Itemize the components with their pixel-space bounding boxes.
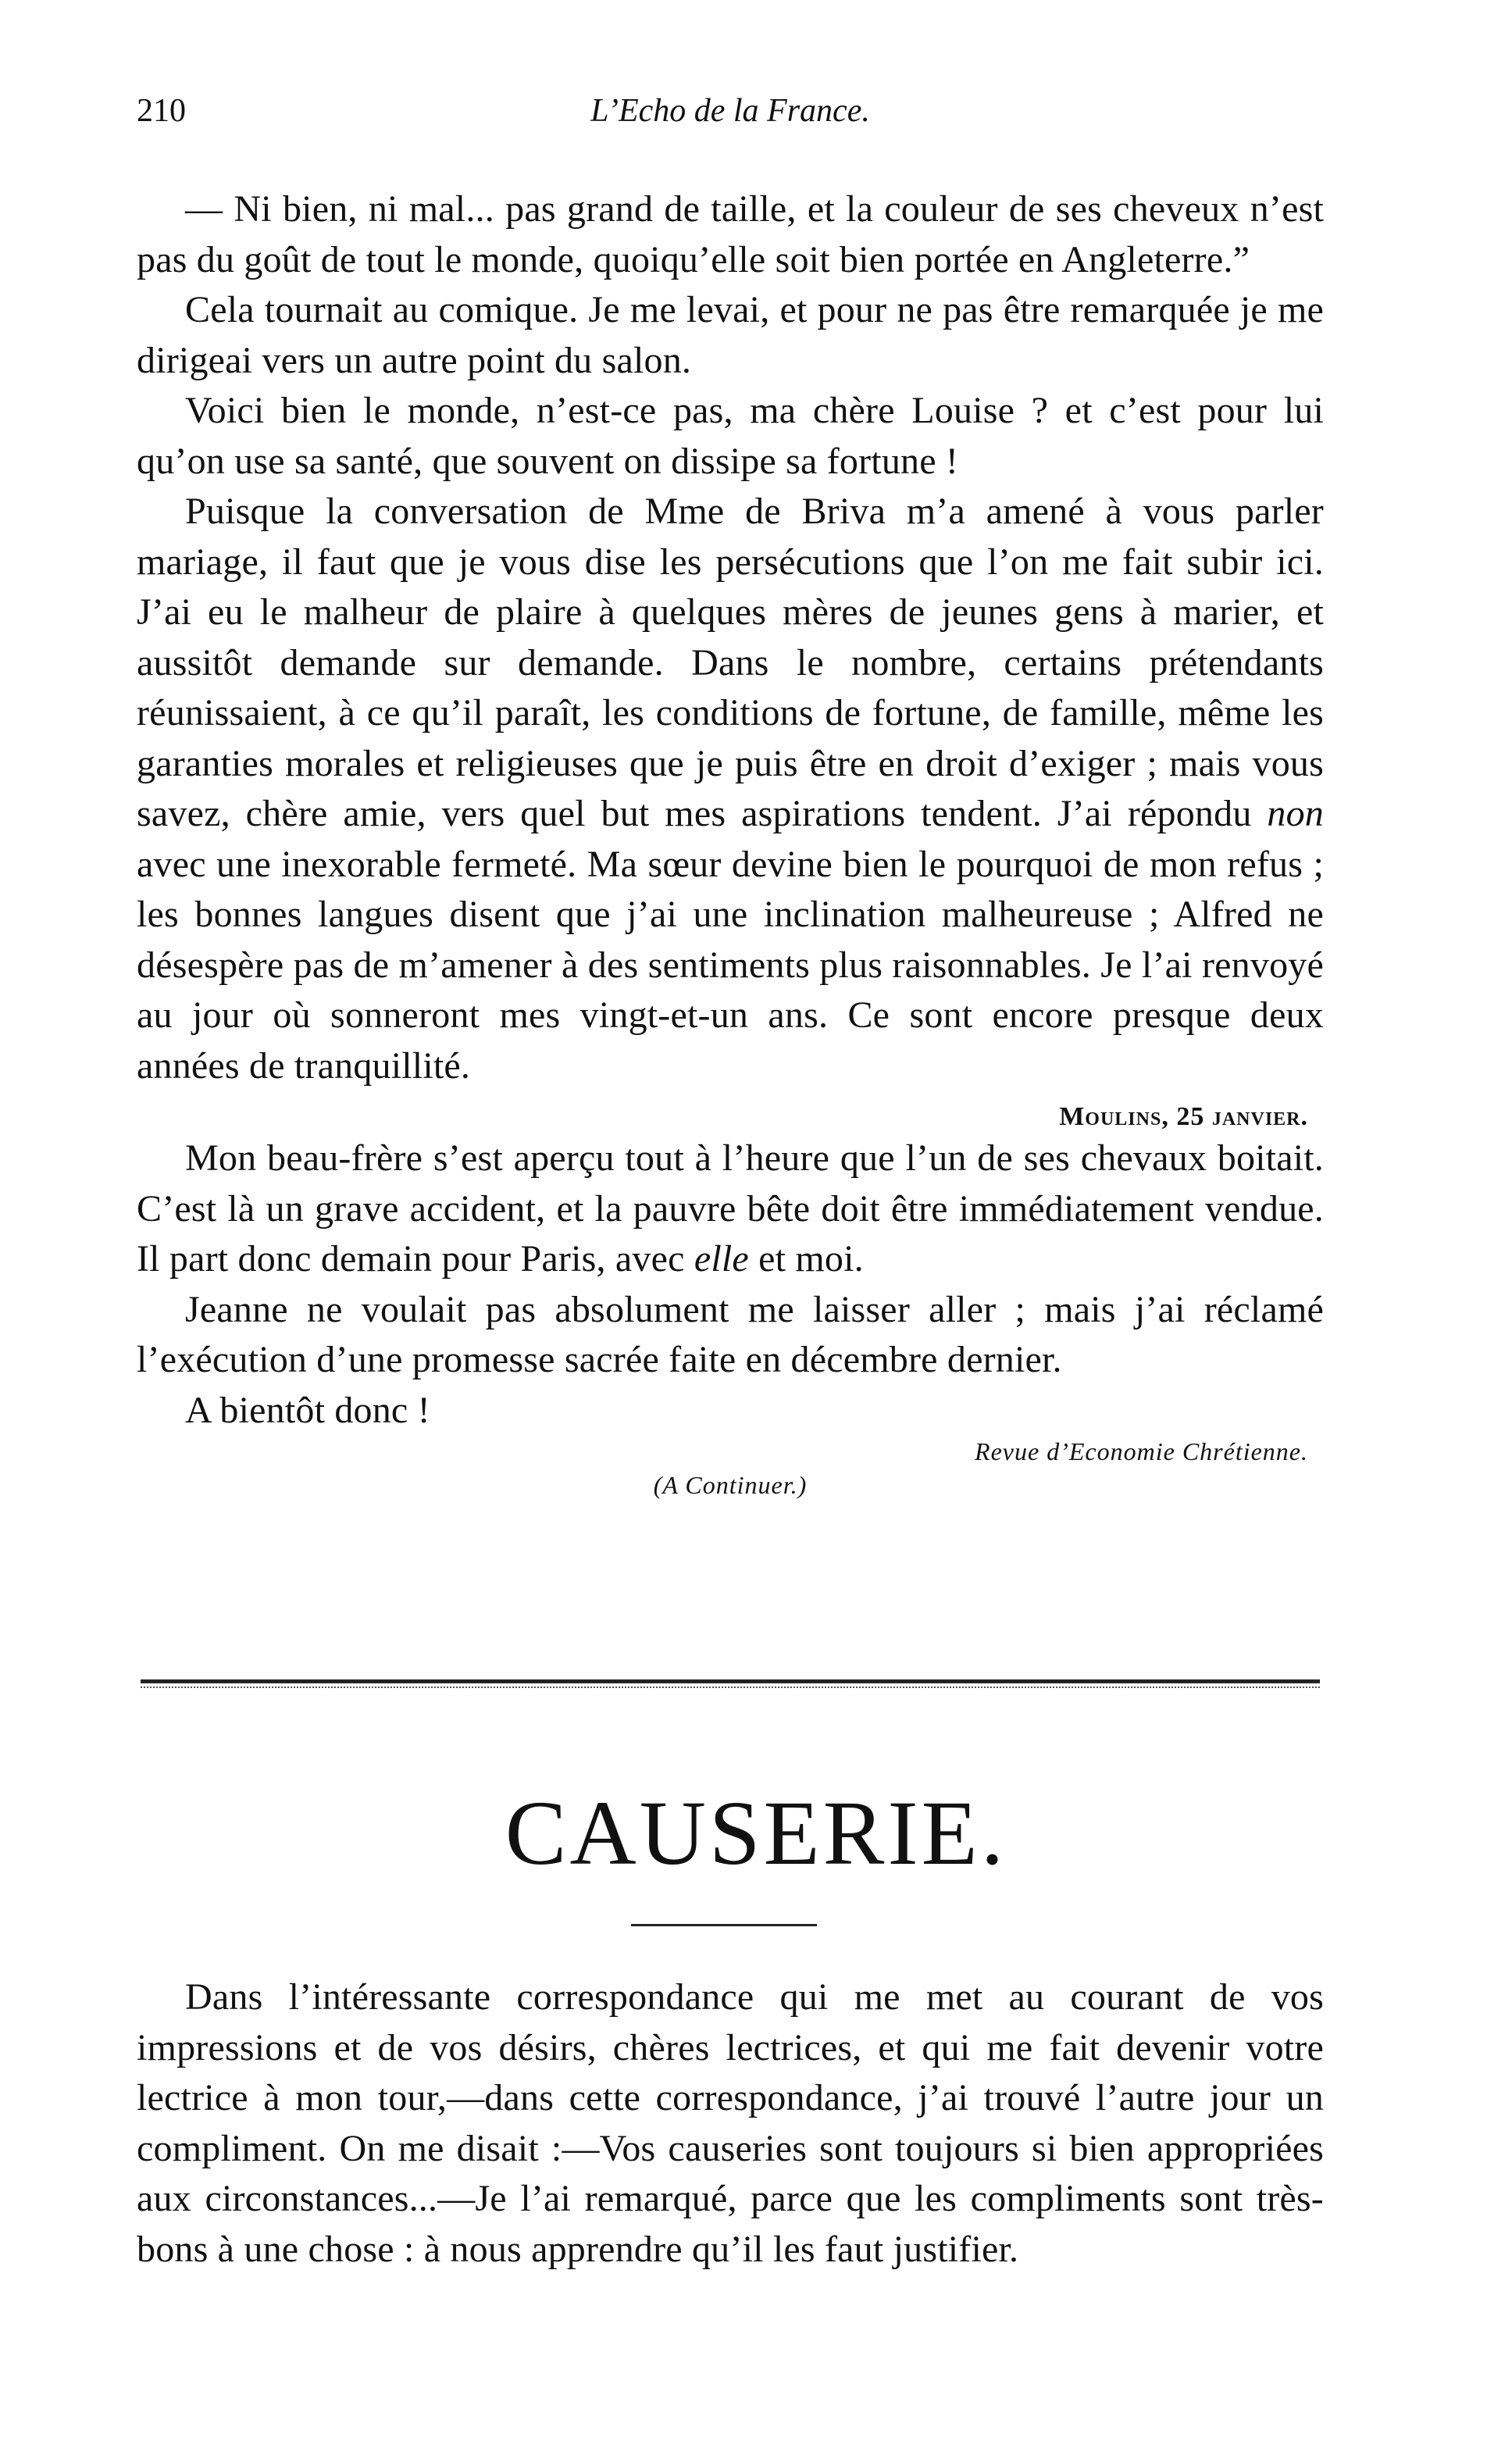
paragraph: Voici bien le monde, n’est-ce pas, ma chère Louise ? et c’est pour lui qu’on use sa santé, que souvent on dissipe sa fortune !: [137, 390, 1324, 482]
source-signature: Revue d’Economie Chrétienne.: [975, 1437, 1308, 1465]
page-number: 210: [137, 93, 186, 129]
section-title: CAUSERIE.: [505, 1782, 1007, 1884]
paragraph: Dans l’intéressante correspondance qui me met au courant de vos impressions et de vos désirs, chères lectrices, et qui me fait devenir votre lectrice à mon tour,—dans cette correspondance, j’ai trouvé l’autre jour un compliment. On me disait :—Vos causeries sont toujours si bien appropriées aux circonstances...—Je l’ai remarqué, parce que les compliments sont très-bons à une chose : à nous apprendre qu’il les faut justifier.: [137, 1976, 1324, 2270]
letter-text: [137, 184, 1324, 1500]
paragraph: — Ni bien, ni mal... pas grand de taille, et la couleur de ses cheveux n’est pas du goût de tout le monde, quoiqu’elle soit bien portée en Angleterre.”: [137, 188, 1324, 280]
paragraph-part: Puisque la conversation de Mme de Briva m’a amené à vous parler mariage, il faut que je vous dise les persécutions que l’on me fait subir ici. J’ai eu le malheur de plaire à quelques mères de jeunes gens à marier, et aussitôt demande sur demande. Dans le nombre, certains prétendants réunissaient, à ce qu’il paraît, les conditions de fortune, de famille, même les garanties morales et religieuses que je puis être en droit d’exiger ; mais vous savez, chère amie, vers quel but mes aspirations tendent. J’ai répondu: [137, 491, 1324, 834]
italic-word: non: [1267, 793, 1325, 834]
causerie-text: [137, 1972, 1324, 2275]
page-header: [137, 92, 1324, 147]
section-divider: [141, 1679, 1320, 1692]
divider-line: [141, 1679, 1320, 1683]
paragraph: Jeanne ne voulait pas absolument me laisser aller ; mais j’ai réclamé l’exécution d’une promesse sacrée faite en décembre dernier.: [137, 1288, 1324, 1380]
closing-line: A bientôt donc !: [185, 1389, 430, 1431]
italic-word: elle: [694, 1238, 749, 1280]
paragraph-part: Mon beau-frère s’est aperçu tout à l’heure que l’un de ses chevaux boitait. C’est là un grave accident, et la pauvre bête doit être immédiatement vendue. Il part donc demain pour Paris, avec: [137, 1137, 1324, 1280]
dateline: Moulins, 25 janvier.: [1059, 1102, 1308, 1131]
paragraph-horse: [137, 1133, 1324, 1285]
title-rule: [631, 1924, 817, 1926]
paragraph-marriage: [137, 487, 1324, 1091]
paragraph: Cela tournait au comique. Je me levai, et pour ne pas être remarquée je me dirigeai vers un autre point du salon.: [137, 289, 1324, 381]
running-title: L’Echo de la France.: [590, 93, 870, 129]
paragraph-part: et moi.: [758, 1238, 864, 1280]
paragraph-part: avec une inexorable fermeté. Ma sœur devine bien le pourquoi de mon refus ; les bonnes langues disent que j’ai une inclination malheureuse ; Alfred ne désespère pas de m’amener à des sentiments plus raisonnables. Je l’ai renvoyé au jour où sonneront mes vingt-et-un ans. Ce sont encore presque deux années de tranquillité.: [137, 843, 1324, 1087]
divider-dotted-line: [141, 1686, 1320, 1688]
to-be-continued: (A Continuer.): [653, 1471, 808, 1499]
